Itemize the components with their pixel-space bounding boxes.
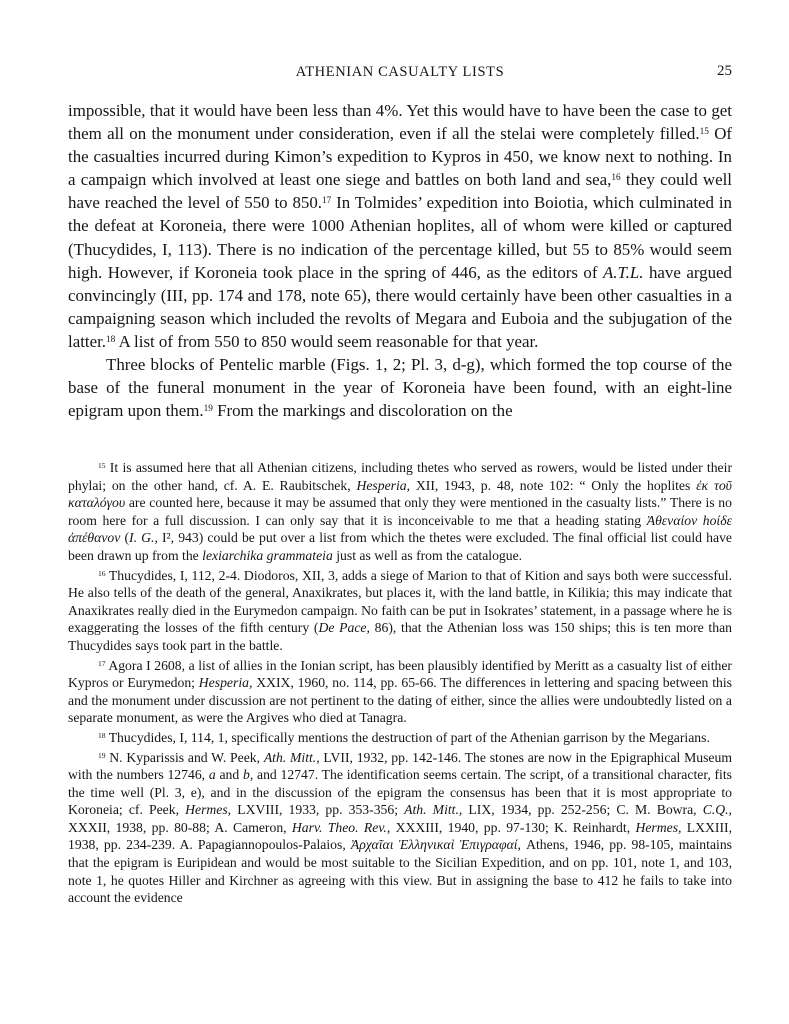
page-number: 25: [717, 63, 732, 79]
text-run: A list of from 550 to 850 would seem reasonable for that year.: [115, 331, 539, 351]
text-run: Thucydides, I, 114, 1, specifically mentions the destruction of part of the Athenian garrison by the Megarians.: [105, 729, 710, 745]
text-run: LXVIII, 1933, pp. 353-356;: [231, 802, 405, 818]
italic-text: Hesperia,: [356, 477, 411, 493]
text-run: N. Kyparissis and W. Peek,: [105, 749, 264, 765]
italic-text: Hesperia,: [198, 675, 253, 691]
text-run: Thucydides, I, 112, 2-4. Diodoros, XII, 3, adds a siege of Marion to that of Kition and says both were successful. He also tells of the death of the general, Anaxikrates, but places it, with the land battle, in Kilikia; this may indicate that Anaxikrates really died in the Eurymedon campaign. No faith can be put in Isokrates’ statement, in a passage where he is exaggerating the losses of the fifth century (: [68, 567, 732, 636]
footnote-reference: 17: [98, 658, 106, 668]
text-run: Three blocks of Pentelic marble (Figs. 1, 2; Pl. 3, d-g), which formed the top course of the base of the funeral monument in the year of Koroneia have been found, with an eight-line epigram upon them.: [68, 355, 732, 421]
footnote-reference: 16: [98, 568, 106, 578]
footnote-reference: 19: [98, 750, 106, 760]
text-run: just as well as from the catalogue.: [332, 547, 523, 563]
text-run: In Tolmides’ expedition into Boiotia, which culminated in the defeat at Koroneia, there were 1000 Athenian hoplites, all of whom were killed or captured (Thucydides, I, 113). There is no indication of the percentage killed, but 55 to 85% would seem high. However, if Koroneia took place in the spring of 446, as the editors of: [68, 193, 732, 282]
italic-text: lexiarchika grammateia: [202, 547, 333, 563]
text-run: and 12747. The identification seems certain. The script, of a transitional character, fits the time well (Pl. 3, e), and in the discussion of the epigram the consensus has been that it is most appropriate to Koroneia; cf. Peek,: [68, 767, 732, 818]
text-run: LVII, 1932, pp. 142-146. The stones are now in the Epigraphical Museum with the numbers 12746,: [68, 749, 732, 783]
footnote-18: [68, 729, 732, 747]
italic-text: b,: [242, 767, 254, 783]
italic-text: De Pace,: [318, 620, 370, 636]
text-run: LXXIII, 1938, pp. 234-239. A. Papagiannopoulos-Palaios,: [68, 819, 733, 853]
footnote-19: [68, 749, 732, 907]
text-run: I², 943) could be put over a list from which the thetes were excluded. The final official list could have been drawn up from the: [68, 530, 732, 563]
footnote-reference: 17: [322, 196, 332, 207]
text-run: From the markings and discoloration on the: [212, 401, 513, 421]
text-run: have argued convincingly (III, pp. 174 and 178, note 65), there would certainly have been other casualties in a campaigning season which included the revolts of Megara and Euboia and the subjugation of the latter.: [68, 262, 732, 351]
running-title: ATHENIAN CASUALTY LISTS: [295, 64, 505, 80]
footnote-16: [68, 567, 732, 655]
text-run: and: [215, 767, 243, 783]
italic-text: Ath. Mitt.,: [263, 749, 320, 765]
footnote-reference: 19: [203, 404, 213, 415]
text-run: 86), that the Athenian loss was 150 ships; this is ten more than Thucydides says took part in the battle.: [68, 620, 732, 653]
text-run: XXIX, 1960, no. 114, pp. 65-66. The differences in lettering and spacing between this and the monument under discussion are not pertinent to the dating of either, since the allies were undoubtedly listed on a separate monument, as were the Argives who died at Tanagra.: [68, 675, 732, 726]
text-run: XXXIII, 1940, pp. 97-130; K. Reinhardt,: [390, 819, 636, 835]
body-text: [68, 99, 732, 422]
italic-text: C.Q.,: [702, 802, 732, 818]
text-run: (: [120, 530, 130, 546]
italic-text: a: [208, 767, 216, 783]
footnotes: [68, 459, 732, 907]
italic-text: A.T.L.: [602, 262, 644, 282]
text-run: XXXII, 1938, pp. 80-88; A. Cameron,: [68, 819, 292, 835]
running-head: [68, 62, 732, 84]
italic-text: ἐκ τοῦ καταλόγου: [68, 477, 732, 511]
footnote-reference: 15: [699, 126, 709, 137]
italic-text: Ἀρχαῖαι Ἑλληνικαὶ Ἐπιγραφαί,: [350, 837, 521, 853]
text-run: they could well have reached the level of 550 to 850.: [68, 170, 732, 213]
italic-text: Hermes,: [185, 802, 232, 818]
italic-text: Ἀθεναίον hοίδε ἀπέθανον: [68, 512, 732, 546]
footnote-reference: 18: [106, 334, 116, 345]
italic-text: I. G.,: [129, 530, 158, 546]
italic-text: Ath. Mitt.,: [404, 802, 463, 818]
footnote-reference: 15: [98, 460, 106, 470]
footnote-reference: 18: [98, 730, 106, 740]
text-run: impossible, that it would have been less than 4%. Yet this would have to have been the case to get them all on the monument under consideration, even if all the stelai were completely filled.: [68, 101, 732, 144]
italic-text: Harv. Theo. Rev.,: [291, 819, 391, 835]
text-run: Athens, 1946, pp. 98-105, maintains that the epigram is Euripidean and would be most suitable to the Sicilian Expedition, and on pp. 101, note 1, and 103, note 1, he quotes Hiller and Kirchner as agreeing with this view. But in assigning the base to 412 he fails to take into account the evidence: [68, 837, 732, 906]
body-paragraph: [68, 353, 732, 422]
footnote-17: [68, 657, 732, 727]
footnote-15: [68, 459, 732, 565]
text-run: are counted here, because it may be assumed that only they were mentioned in the casualty lists.” There is no room here for a full discussion. I can only say that it is inconceivable to me that a heading stating: [68, 495, 732, 528]
text-run: It is assumed here that all Athenian citizens, including thetes who served as rowers, would be listed under their phylai; on the other hand, cf. A. E. Raubitschek,: [68, 460, 732, 493]
footnote-reference: 16: [611, 173, 621, 184]
text-run: XII, 1943, p. 48, note 102: “ Only the hoplites: [410, 477, 697, 493]
italic-text: Hermes,: [635, 819, 682, 835]
text-run: Of the casualties incurred during Kimon’s expedition to Kypros in 450, we know next to nothing. In a campaign which involved at least one siege and battles on both land and sea,: [68, 124, 733, 190]
text-run: Agora I 2608, a list of allies in the Ionian script, has been plausibly identified by Meritt as a casualty list of either Kypros or Eurymedon;: [68, 657, 732, 691]
body-paragraph: [68, 99, 732, 353]
text-run: LIX, 1934, pp. 252-256; C. M. Bowra,: [462, 802, 703, 818]
